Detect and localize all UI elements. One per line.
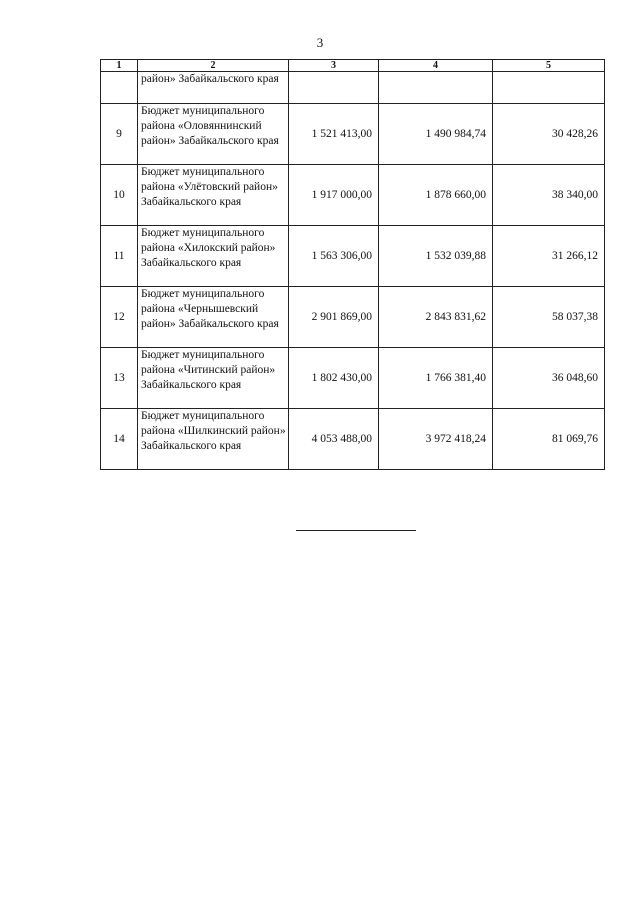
- amount-col4: 1 532 039,88: [379, 226, 493, 287]
- table-row-continuation: [101, 72, 605, 104]
- budget-name: Бюджет муниципального района «Оловяннинский район» Забайкальского края: [138, 104, 289, 165]
- amount-col5: 81 069,76: [493, 409, 605, 470]
- budget-name: Бюджет муниципального района «Хилокский район» Забайкальского края: [138, 226, 289, 287]
- row-number: 9: [101, 104, 138, 165]
- column-header: 2: [138, 60, 289, 72]
- budget-name: Бюджет муниципального района «Читинский район» Забайкальского края: [138, 348, 289, 409]
- row-number: 13: [101, 348, 138, 409]
- end-divider-line: [296, 530, 416, 531]
- row-number: [101, 72, 138, 104]
- amount-col5: 30 428,26: [493, 104, 605, 165]
- table-row: [101, 287, 605, 348]
- amount-col4: [379, 72, 493, 104]
- column-header: 4: [379, 60, 493, 72]
- amount-col3: 2 901 869,00: [289, 287, 379, 348]
- row-number: 11: [101, 226, 138, 287]
- amount-col3: 1 521 413,00: [289, 104, 379, 165]
- budget-name: Бюджет муниципального района «Шилкинский район» Забайкальского края: [138, 409, 289, 470]
- amount-col5: 38 340,00: [493, 165, 605, 226]
- table-row: [101, 165, 605, 226]
- row-number: 10: [101, 165, 138, 226]
- amount-col5: [493, 72, 605, 104]
- amount-col5: 31 266,12: [493, 226, 605, 287]
- table-row: [101, 348, 605, 409]
- amount-col4: 1 490 984,74: [379, 104, 493, 165]
- column-header: 3: [289, 60, 379, 72]
- table-header-row: [101, 60, 605, 72]
- amount-col4: 1 766 381,40: [379, 348, 493, 409]
- amount-col3: 1 563 306,00: [289, 226, 379, 287]
- budget-name: Бюджет муниципального района «Чернышевский район» Забайкальского края: [138, 287, 289, 348]
- amount-col5: 36 048,60: [493, 348, 605, 409]
- row-number: 12: [101, 287, 138, 348]
- amount-col5: 58 037,38: [493, 287, 605, 348]
- amount-col3: 4 053 488,00: [289, 409, 379, 470]
- amount-col3: 1 802 430,00: [289, 348, 379, 409]
- amount-col3: [289, 72, 379, 104]
- budget-table: [100, 59, 605, 470]
- column-header: 1: [101, 60, 138, 72]
- column-header: 5: [493, 60, 605, 72]
- budget-name: Бюджет муниципального района «Улётовский район» Забайкальского края: [138, 165, 289, 226]
- budget-name: район» Забайкальского края: [138, 72, 289, 104]
- table-row: [101, 104, 605, 165]
- amount-col4: 1 878 660,00: [379, 165, 493, 226]
- page-number: 3: [316, 35, 324, 50]
- amount-col4: 3 972 418,24: [379, 409, 493, 470]
- amount-col3: 1 917 000,00: [289, 165, 379, 226]
- table-row: [101, 226, 605, 287]
- table-row: [101, 409, 605, 470]
- amount-col4: 2 843 831,62: [379, 287, 493, 348]
- row-number: 14: [101, 409, 138, 470]
